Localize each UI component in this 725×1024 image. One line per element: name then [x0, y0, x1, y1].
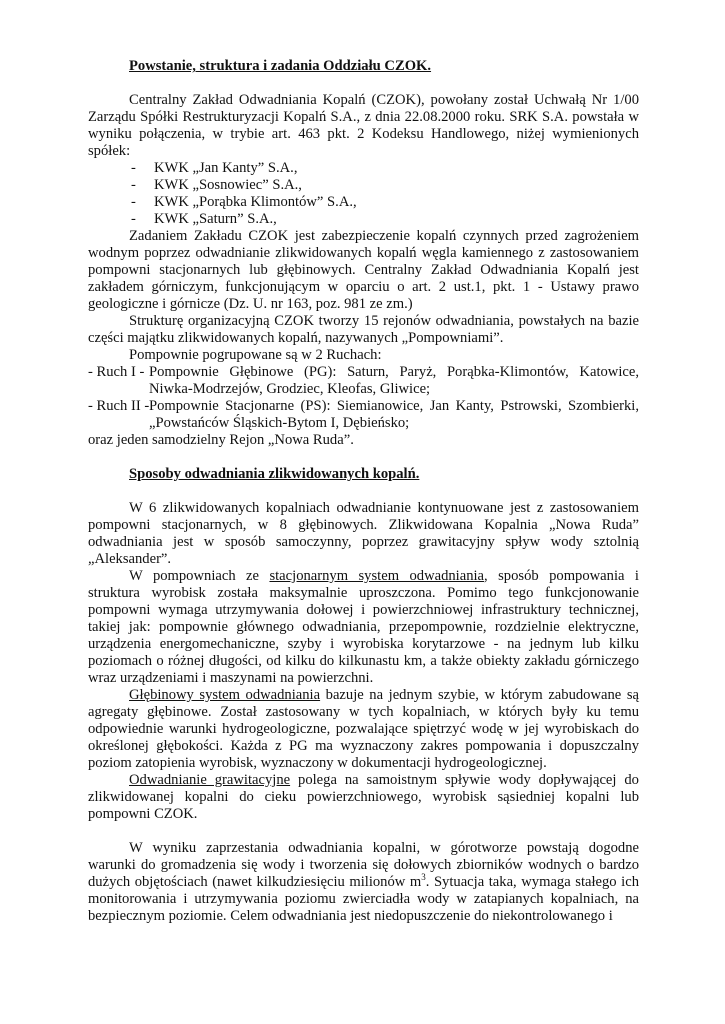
company-list — [88, 160, 639, 228]
ruch-1-text: Pompownie Głębinowe (PG): Saturn, Paryż, Porąbka-Klimontów, Katowice, Niwka-Modrzejów, Grodziec, Kleofas, Gliwice; — [149, 364, 639, 397]
section-heading-methods: Sposoby odwadniania zlikwidowanych kopalń. — [129, 466, 420, 482]
list-item: - KWK „Porąbka Klimontów” S.A., — [131, 194, 639, 211]
task-paragraph: Zadaniem Zakładu CZOK jest zabezpieczenie kopalń czynnych przed zagrożeniem wodnym poprzez odwadnianie zlikwidowanych kopalń węgla kamiennego z zastosowaniem pompowni stacjonarnych lub głębinowych. Centralny Zakład Odwadniania Kopalń jest zakładem górniczym, funkcjonującym w oparciu o art. 2 ust.1, pkt. 1 - Ustawy prawo geologiczne i górnicze (Dz. U. nr 163, poz. 981 ze zm.) — [88, 228, 639, 312]
text-fragment: , sposób pompowania i struktura wyrobisk została maksymalnie uproszczona. Pomimo tego funkcjonowanie pompowni wymaga utrzymywania dołowej i powierzchniowej infrastruktury technicznej, takiej jak: pompownie głównego odwadniania, przepompownie, rozdzielnie elektryczne, urządzenia energomechaniczne, szyby i wyrobiska korytarzowe - na jednym lub kilku poziomach o różnej długości, od kilku do kilkunastu km, a także obiekty zakładu górniczego wraz urządzeniami i maszynami na powierzchni. — [88, 568, 639, 686]
methods-paragraph-consequences — [88, 840, 639, 925]
methods-paragraph-deep-well — [88, 687, 639, 772]
text-fragment: W wyniku zaprzestania odwadniania kopalni, w górotworze powstają dogodne warunki do gromadzenia się wody i tworzenia się dołowych zbiorników wodnych o bardzo dużych objętościach (nawet kilkudziesięciu milionów m — [88, 840, 639, 890]
text-fragment: polega na samoistnym spływie wody dopływającej do zlikwidowanej kopalni do cieku powierzchniowego, wyrobisk sąsiedniej kopalni lub pompowni CZOK. — [88, 772, 639, 822]
text-fragment: . Sytuacja taka, wymaga stałego ich monitorowania i utrzymywania poziomu zwierciadła wody w zatapianych kopalniach, na bezpiecznym poziomie. Celem odwadniania jest niedopuszczenie do niekontrolowanego i — [88, 874, 639, 924]
methods-paragraph-gravity — [88, 772, 639, 823]
ruch-2-label: - Ruch II - — [88, 398, 150, 414]
term-stationary-system: stacjonarnym system odwadniania — [269, 568, 485, 584]
text-fragment: bazuje na jednym szybie, w którym zabudowane są agregaty głębinowe. Został zastosowany w tych kopalniach, w których były ku temu odpowiednie warunki hydrogeologiczne, pozwalające spiętrzyć wodę w jej wyrobiskach do określonej głębokości. Każda z PG ma wyznaczony zakres pompowania i dopuszczalny poziom zatopienia wyrobisk, wyznaczony w dokumentacji hydrogeologicznej. — [88, 687, 639, 771]
grouped-line: Pompownie pogrupowane są w 2 Ruchach: — [129, 347, 382, 363]
ruch-2-text: Pompownie Stacjonarne (PS): Siemianowice, Jan Kanty, Pstrowski, Szombierki, „Powstańców Śląskich-Bytom I, Dębieńsko; — [149, 398, 639, 431]
methods-paragraph-stationary — [88, 568, 639, 687]
term-deep-well-system: Głębinowy system odwadniania — [129, 687, 321, 703]
separate-region-line: oraz jeden samodzielny Rejon „Nowa Ruda”. — [88, 432, 354, 448]
methods-paragraph-1: W 6 zlikwidowanych kopalniach odwadnianie kontynuowane jest z zastosowaniem pompowni stacjonarnych, w 8 głębinowych. Zlikwidowana Kopalnia „Nowa Ruda” odwadniania jest w sposób samoczynny, poprzez grawitacyjny spływ wody sztolnią „Aleksander”. — [88, 500, 639, 567]
document-body — [88, 58, 639, 925]
ruch-1-label: - Ruch I - — [88, 364, 145, 380]
section-heading-origin: Powstanie, struktura i zadania Oddziału CZOK. — [129, 58, 432, 74]
intro-paragraph: Centralny Zakład Odwadniania Kopalń (CZOK), powołany został Uchwałą Nr 1/00 Zarządu Spółki Restrukturyzacji Kopalń S.A., z dnia 22.08.2000 roku. SRK S.A. powstała w wyniku połączenia, w trybie art. 463 pkt. 2 Kodeksu Handlowego, niżej wymienionych spółek: — [88, 92, 639, 159]
text-fragment: W pompowniach ze — [129, 568, 260, 584]
structure-paragraph: Strukturę organizacyjną CZOK tworzy 15 rejonów odwadniania, powstałych na bazie części majątku zlikwidowanych kopalń, nazywanych „Pompowniami”. — [88, 313, 639, 346]
list-item: - KWK „Sosnowiec” S.A., — [131, 177, 639, 194]
list-item: - KWK „Saturn” S.A., — [131, 211, 639, 228]
list-item: - KWK „Jan Kanty” S.A., — [131, 160, 639, 177]
term-gravity-drainage: Odwadnianie grawitacyjne — [129, 772, 291, 788]
ruch-1-entry — [88, 364, 639, 398]
ruch-2-entry — [88, 398, 639, 432]
superscript-3: 3 — [421, 872, 426, 883]
